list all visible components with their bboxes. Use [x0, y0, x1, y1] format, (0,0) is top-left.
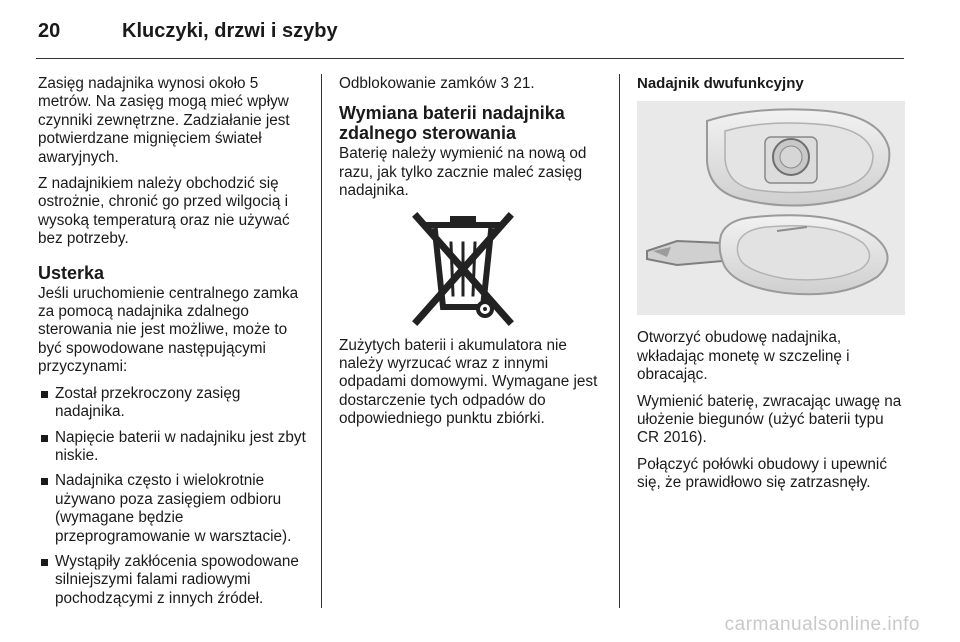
bullet-icon [41, 478, 48, 485]
column-divider [619, 74, 620, 608]
column-2 [339, 75, 611, 437]
list-item: Napięcie baterii w nadajniku jest zbyt niskie. [38, 429, 310, 466]
arrow-icon: 3 [500, 75, 510, 92]
open-housing-paragraph: Otworzyć obudowę nadajnika, wkładając monetę w szczelinę i obracając. [637, 329, 850, 384]
care-paragraph: Z nadajnikiem należy obchodzić się ostrożnie, chronić go przed wilgocią i wysoką temperaturą oraz nie używać bez potrzeby. [38, 175, 290, 248]
fault-paragraph: Jeśli uruchomienie centralnego zamka za pomocą nadajnika zdalnego sterowania nie jest możliwe, może to być spowodowane następującymi przyczynami: [38, 284, 299, 376]
chapter-title: Kluczyki, drzwi i szyby [122, 20, 338, 42]
bullet-icon [41, 559, 48, 566]
transmitter-heading: Nadajnik dwufunkcyjny [637, 75, 804, 92]
list-item: Nadajnika często i wielokrotnie używano poza zasięgiem odbioru (wymagane będzie przeprogramowanie w warsztacie). [38, 472, 310, 546]
watermark: carmanualsonline.info [724, 614, 920, 635]
list-item: Wystąpiły zakłócenia spowodowane silniejszymi falami radiowymi pochodzącymi z innych źródeł. [38, 553, 310, 608]
page-number: 20 [38, 20, 61, 42]
replace-battery-paragraph: Wymienić baterię, zwracając uwagę na ułożenie biegunów (użyć baterii typu CR 2016). [637, 392, 902, 447]
battery-heading: Wymiana baterii nadajnika zdalnego sterowania [339, 103, 565, 144]
list-item: Został przekroczony zasięg nadajnika. [38, 385, 310, 422]
bullet-icon [41, 391, 48, 398]
disposal-paragraph: Zużytych baterii i akumulatora nie należy wyrzucać wraz z innymi odpadami domowymi. Wymagane jest dostarczenie tych odpadów do odpowiedniego punktu zbiórki. [339, 336, 598, 428]
column-1 [38, 75, 310, 615]
bullet-icon [41, 435, 48, 442]
header-rule [36, 58, 904, 59]
column-3 [637, 75, 905, 501]
close-housing-paragraph: Połączyć połówki obudowy i upewnić się, że prawidłowo się zatrzasnęły. [637, 455, 887, 492]
crossed-bin-icon [339, 209, 611, 333]
column-divider [321, 74, 322, 608]
range-paragraph: Zasięg nadajnika wynosi około 5 metrów. Na zasięg mogą mieć wpływ czynniki zewnętrzne. Zadziałanie jest potwierdzane mignięciem świateł awaryjnych. [38, 75, 290, 166]
battery-paragraph: Baterię należy wymienić na nową od razu, jak tylko zacznie maleć zasięg nadajnika. [339, 145, 587, 200]
fault-heading: Usterka [38, 262, 105, 283]
key-transmitter-illustration [637, 101, 905, 315]
cross-reference: Odblokowanie zamków 3 21. [339, 75, 535, 92]
fault-causes-list [38, 385, 310, 608]
